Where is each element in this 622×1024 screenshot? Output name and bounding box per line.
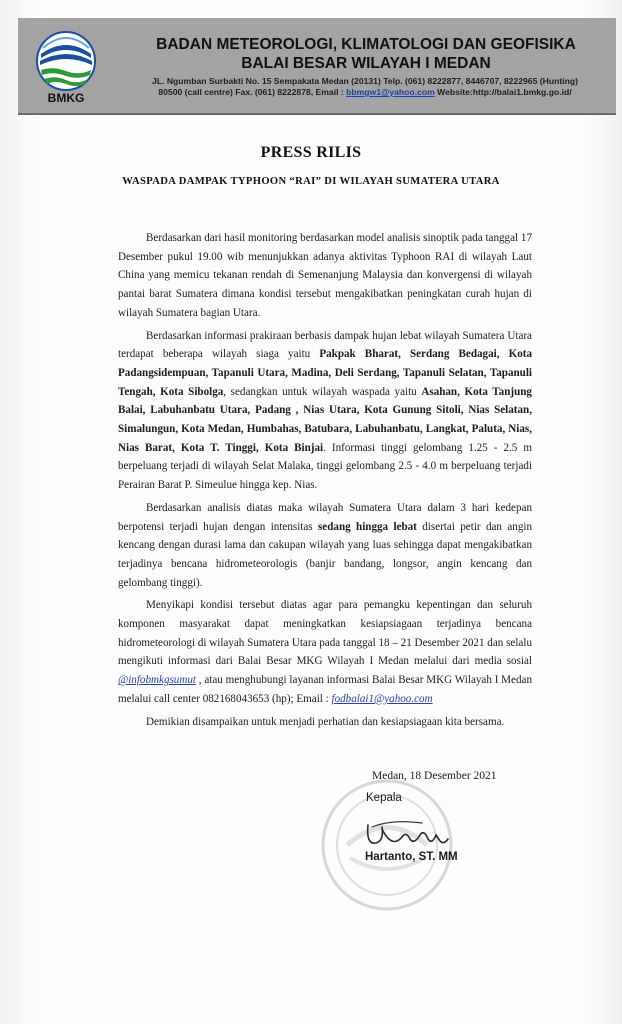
paragraph-4-intro: Menyikapi kondisi tersebut diatas agar para pemangku kepentingan dan seluruh komponen masyarakat dapat meningkatkan kesiapsiagaan terjadinya bencana hidrometeorologi di wilayah Sumatera Utara pada tanggal 18 – 21 Desember 2021 dan selalu mengikuti informasi dari Balai Besar MKG Wilayah I Medan melalui dari media sosial: [118, 599, 532, 668]
address-line-2: [115, 87, 615, 98]
social-media-link[interactable]: @infobmkgsumut: [118, 674, 196, 687]
organization-name: BADAN METEOROLOGI, KLIMATOLOGI DAN GEOFISIKA: [156, 36, 576, 53]
siaga-regions: Pakpak Bharat, Serdang Bedagai, Kota Padangsidempuan, Tapanuli Utara, Madina, Deli Serdang, Tapanuli Selatan, Tapanuli Tengah, Kota Sibolga: [118, 348, 532, 398]
paragraph-1: Berdasarkan dari hasil monitoring berdasarkan model analisis sinoptik pada tanggal 17 Desember pukul 19.00 wib menunjukkan adanya aktivitas Typhoon RAI di wilayah Laut China yang memicu tekanan rendah di Semenanjung Malaysia dan konvergensi di wilayah pantai barat Sumatera dimana kondisi tersebut mengakibatkan peningkatan curah hujan di wilayah Sumatera bagian Utara.: [118, 232, 532, 319]
paragraph-4: [118, 596, 532, 708]
paragraph-2: [118, 327, 532, 495]
paragraph-3-intro: Berdasarkan analisis diatas maka wilayah Sumatera Utara dalam 3 hari kedepan berpotensi terjadi hujan dengan intensitas: [118, 501, 532, 533]
rain-intensity: sedang hingga lebat: [317, 520, 417, 533]
address-contact: 80500 (call centre) Fax. (061) 8222878, Email :: [158, 87, 347, 97]
paragraph-4-mid: , atau menghubungi layanan informasi Balai Besar MKG Wilayah I Medan melalui call center 082168043653 (hp); Email :: [118, 674, 532, 705]
paragraph-2-intro: Berdasarkan informasi prakiraan berbasis dampak hujan lebat wilayah Sumatera Utara terdapat beberapa wilayah siaga yaitu: [118, 329, 532, 361]
paragraph-2-mid: , sedangkan untuk wilayah waspada yaitu: [223, 385, 422, 398]
email-link[interactable]: bbmgw1@yahoo.com: [346, 87, 435, 97]
handwritten-signature-icon: [362, 815, 457, 853]
paragraph-3-rest: disertai petir dan angin kencang dengan durasi lama dan cakupan wilayah yang luas sehingga dapat mengakibatkan terjadinya bencana hidrometeorologis (banjir bandang, longsor, angin kencang dan gelombang tinggi).: [118, 520, 532, 589]
document-subtitle: WASPADA DAMPAK TYPHOON “RAI” DI WILAYAH SUMATERA UTARA: [122, 176, 500, 187]
paragraph-2-waves: . Informasi tinggi gelombang 1.25 - 2.5 m berpeluang terjadi di wilayah Selat Malaka, tinggi gelombang 2.5 - 4.0 m berpeluang terjadi Perairan Barat P. Simeulue hingga kep. Nias.: [118, 441, 532, 492]
signatory-name: Hartanto, ST. MM: [365, 851, 458, 863]
website-text: Website:http://balai1.bmkg.go.id/: [434, 87, 572, 97]
paragraph-3: [118, 499, 532, 593]
document-title: PRESS RILIS: [260, 144, 362, 161]
signature-role: Kepala: [366, 792, 402, 804]
contact-email-link[interactable]: fodbalai1@yahoo.com: [331, 692, 433, 705]
office-name: BALAI BESAR WILAYAH I MEDAN: [241, 55, 491, 72]
paragraph-5: Demikian disampaikan untuk menjadi perhatian dan kesiapsiagaan kita bersama.: [146, 715, 505, 728]
letterhead: [18, 18, 616, 115]
waspada-regions: Asahan, Kota Tanjung Balai, Labuhanbatu Utara, Padang , Nias Utara, Kota Gunung Sitoli, Nias Selatan, Simalungun, Kota Medan, Humbahas, Batubara, Labuhanbatu, Langkat, Paluta, Nias, Nias Barat, Kota T. Tinggi, Kota Binjai: [118, 385, 532, 454]
signature-date: Medan, 18 Desember 2021: [372, 770, 497, 782]
address-block: [115, 76, 615, 98]
logo-text: BMKG: [47, 91, 85, 105]
document-body: [118, 229, 532, 735]
address-line-1: JL. Ngumban Surbakti No. 15 Sempakata Medan (20131) Telp. (061) 8222877, 8446707, 8222965 (Hunting): [152, 76, 578, 86]
